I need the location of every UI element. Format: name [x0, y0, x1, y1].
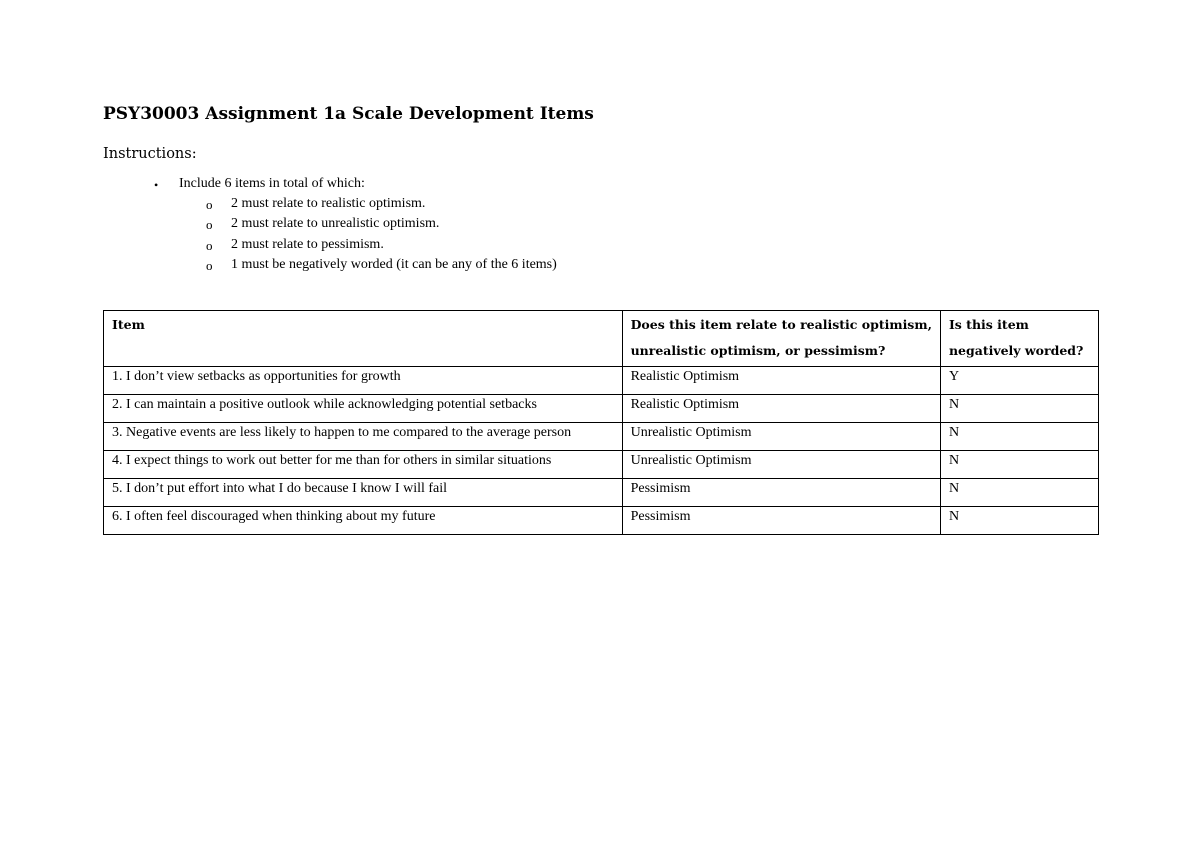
sub-bullet-glyph: o	[206, 238, 213, 253]
cell-category: Pessimism	[622, 479, 940, 507]
cell-category: Unrealistic Optimism	[622, 423, 940, 451]
sub-item: 1 must be negatively worded (it can be any of the 6 items)	[231, 257, 557, 272]
cell-negative: Y	[940, 367, 1098, 395]
sub-item: 2 must relate to pessimism.	[231, 237, 384, 252]
cell-item: 3. Negative events are less likely to happen to me compared to the average person	[104, 423, 623, 451]
cell-item: 2. I can maintain a positive outlook while acknowledging potential setbacks	[104, 395, 623, 423]
cell-item: 1. I don’t view setbacks as opportunities for growth	[104, 367, 623, 395]
header-negative-line2: negatively worded?	[948, 343, 1084, 358]
sub-bullet-glyph: o	[206, 197, 213, 212]
instructions-heading	[103, 146, 197, 162]
header-negative-line1: Is this item	[948, 317, 1029, 332]
cell-negative: N	[940, 395, 1098, 423]
sub-bullet-glyph: o	[206, 217, 213, 232]
sub-bullet-glyph: o	[206, 258, 213, 273]
instructions-label: Instructions	[103, 146, 192, 162]
table-row	[104, 479, 1099, 507]
header-item: Item	[104, 311, 623, 367]
cell-item: 4. I expect things to work out better for me than for others in similar situations	[104, 451, 623, 479]
header-relate	[622, 311, 940, 367]
table-row	[104, 451, 1099, 479]
page-title: PSY30003 Assignment 1a Scale Development Items	[103, 104, 594, 124]
instructions-colon: :	[191, 146, 197, 162]
cell-category: Realistic Optimism	[622, 395, 940, 423]
bullet-glyph: •	[154, 178, 159, 192]
table-row	[104, 507, 1099, 535]
items-table	[103, 310, 1099, 535]
bullet-text: Include 6 items in total of which:	[179, 176, 365, 191]
table-header-row	[104, 311, 1099, 367]
cell-category: Realistic Optimism	[622, 367, 940, 395]
header-negative	[940, 311, 1098, 367]
cell-negative: N	[940, 423, 1098, 451]
cell-item: 6. I often feel discouraged when thinking about my future	[104, 507, 623, 535]
header-relate-line2: unrealistic optimism, or pessimism?	[630, 343, 886, 358]
cell-negative: N	[940, 479, 1098, 507]
header-relate-line1: Does this item relate to realistic optimism,	[630, 317, 932, 332]
cell-negative: N	[940, 507, 1098, 535]
table-row	[104, 367, 1099, 395]
cell-category: Unrealistic Optimism	[622, 451, 940, 479]
cell-negative: N	[940, 451, 1098, 479]
sub-item: 2 must relate to unrealistic optimism.	[231, 216, 440, 231]
sub-item: 2 must relate to realistic optimism.	[231, 196, 426, 211]
table-row	[104, 395, 1099, 423]
cell-category: Pessimism	[622, 507, 940, 535]
table-row	[104, 423, 1099, 451]
cell-item: 5. I don’t put effort into what I do because I know I will fail	[104, 479, 623, 507]
